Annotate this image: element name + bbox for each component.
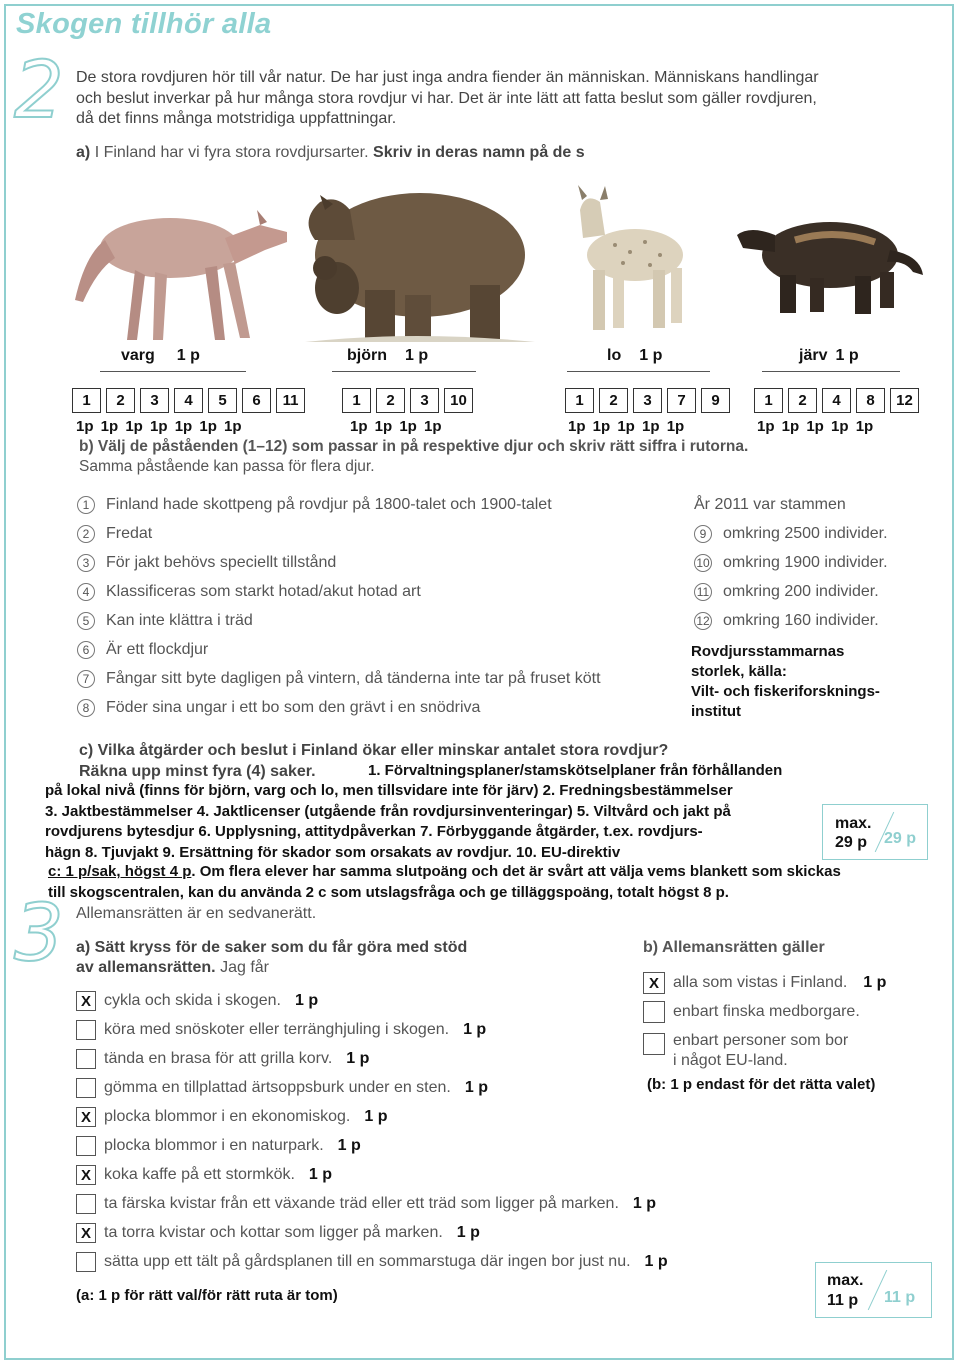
checkbox[interactable]: X xyxy=(76,1223,96,1243)
statement-text: Klassificeras som starkt hotad/akut hotad art xyxy=(106,583,421,600)
statement-text: Kan inte klättra i träd xyxy=(106,612,253,629)
answer-box[interactable]: 9 xyxy=(701,388,730,413)
bear-illustration xyxy=(305,193,535,342)
checkbox-item xyxy=(76,1020,486,1040)
max-points: 29 p xyxy=(835,834,868,851)
statement-number: 4 xyxy=(77,583,95,601)
checkbox[interactable] xyxy=(76,1078,96,1098)
q2b-note: Samma påstående kan passa för flera djur. xyxy=(79,458,375,475)
item-points: 1 p xyxy=(346,1050,370,1067)
score-row-bjorn: 1p 1p 1p 1p xyxy=(350,418,442,435)
statement-text: Fredat xyxy=(106,525,153,542)
checkbox-item xyxy=(643,1031,848,1071)
animal-points: 1 p xyxy=(639,347,663,364)
q3a-title-2 xyxy=(76,959,269,977)
animal-name-varg xyxy=(121,347,200,365)
q2a-label: a) xyxy=(76,144,91,161)
item-points: 1 p xyxy=(464,1079,488,1096)
q3b-scoring-note: (b: 1 p endast för det rätta valet) xyxy=(647,1076,876,1093)
statement xyxy=(77,525,152,543)
q2c-instruction: Räkna upp minst fyra (4) saker. xyxy=(79,763,316,780)
animal-points: 1 p xyxy=(405,347,429,364)
checkbox-label: cykla och skida i skogen. xyxy=(104,992,281,1009)
statement-text: Är ett flockdjur xyxy=(106,641,209,658)
checkbox-label: gömma en tillplattad ärtsoppsburk under en sten. xyxy=(104,1079,451,1096)
statement-number: 10 xyxy=(694,554,712,572)
answer-box[interactable]: 12 xyxy=(890,388,919,413)
checkbox-label: plocka blommor i en ekonomiskog. xyxy=(104,1108,351,1125)
answer-box[interactable]: 7 xyxy=(667,388,696,413)
underline xyxy=(332,371,476,372)
animal-points: 1 p xyxy=(176,347,200,364)
animal-name-lo xyxy=(607,347,662,365)
statement-text: omkring 160 individer. xyxy=(723,612,879,629)
answer-box[interactable]: 4 xyxy=(822,388,851,413)
max-total: 29 p xyxy=(884,830,917,847)
score-row-jarv: 1p 1p 1p 1p 1p xyxy=(757,418,874,435)
answer-box[interactable]: 2 xyxy=(599,388,628,413)
answer-box[interactable]: 1 xyxy=(565,388,594,413)
checkbox-item xyxy=(76,1252,668,1272)
statement-text: Fångar sitt byte dagligen på vintern, då tänderna inte tar på fruset kött xyxy=(106,670,601,687)
q3a-title: a) Sätt kryss för de saker som du får göra med stöd xyxy=(76,939,468,956)
q3a-tail: Jag får xyxy=(220,959,269,976)
animal-name: varg xyxy=(121,347,155,364)
max-label: max. xyxy=(835,815,872,832)
answer-box[interactable]: 11 xyxy=(276,388,305,413)
intro-line: och beslut inverkar på hur många stora rovdjur vi har. Det är inte lätt att fatta beslut som gäller rovdjuren, xyxy=(76,89,817,107)
answer-box[interactable]: 8 xyxy=(856,388,885,413)
population-item xyxy=(694,583,879,601)
checkbox-label: alla som vistas i Finland. xyxy=(673,974,848,991)
population-source xyxy=(691,642,880,722)
checkbox[interactable] xyxy=(76,1136,96,1156)
q2c-scoring-2: till skogscentralen, kan du använda 2 c som utslagsfråga och ge tilläggspoäng, totalt högst 8 p. xyxy=(48,884,729,901)
score-row-lo: 1p 1p 1p 1p 1p xyxy=(568,418,685,435)
source-line: Rovdjursstammarnas xyxy=(691,643,845,660)
statement-text: För jakt behövs speciellt tillstånd xyxy=(106,554,337,571)
statement-number: 7 xyxy=(77,670,95,688)
max-total: 11 p xyxy=(884,1289,916,1306)
q2a-text: I Finland har vi fyra stora rovdjursarter. xyxy=(94,144,369,161)
answer-line: på lokal nivå (finns för björn, varg och lo, men tillsvidare inte för järv) 2. Fredningsbestämmelser xyxy=(45,782,733,799)
checkbox-label: köra med snöskoter eller terränghjuling i skogen. xyxy=(104,1021,450,1038)
checkbox[interactable] xyxy=(643,1001,665,1023)
animal-points: 1 p xyxy=(835,347,859,364)
statement-number: 12 xyxy=(694,612,712,630)
q2b-instruction: b) Välj de påståenden (1–12) som passar in på respektive djur och skriv rätt siffra i rutorna. xyxy=(79,438,749,455)
score-row-varg: 1p 1p 1p 1p 1p 1p 1p xyxy=(76,418,242,435)
statement xyxy=(77,699,480,717)
statement-number: 6 xyxy=(77,641,95,659)
answer-boxes-jarv xyxy=(754,388,919,413)
item-points: 1 p xyxy=(337,1137,361,1154)
question-number-3: 3 xyxy=(14,889,64,979)
answer-boxes-lo xyxy=(565,388,730,413)
statement-number: 2 xyxy=(77,525,95,543)
checkbox-label: enbart personer som bor xyxy=(673,1032,849,1049)
q3a-scoring-note: (a: 1 p för rätt val/för rätt ruta är tom) xyxy=(76,1287,338,1304)
checkbox-item xyxy=(76,1049,369,1069)
q2c-answers xyxy=(45,781,733,863)
checkbox[interactable]: X xyxy=(76,1165,96,1185)
checkbox-label: plocka blommor i en naturpark. xyxy=(104,1137,324,1154)
population-item xyxy=(694,525,888,543)
answer-box[interactable]: 3 xyxy=(633,388,662,413)
wolverine-illustration xyxy=(737,222,923,314)
q2c-scoring xyxy=(48,863,841,880)
statement-text: Föder sina ungar i ett bo som den grävt i en snödriva xyxy=(106,699,481,716)
q2c-answer: 1. Förvaltningsplaner/stamskötselplaner från förhållanden xyxy=(368,762,783,779)
animal-name-bjorn xyxy=(347,347,428,365)
statement xyxy=(77,583,421,601)
source-line: institut xyxy=(691,703,741,720)
animal-illustrations xyxy=(75,180,925,345)
page-title: Skogen tillhör alla xyxy=(16,8,272,40)
statement xyxy=(77,641,208,659)
q3b-title: b) Allemansrätten gäller xyxy=(643,939,825,956)
q3a-title-bold: av allemansrätten. xyxy=(76,959,216,976)
question-number-2: 2 xyxy=(14,46,64,136)
item-points: 1 p xyxy=(294,992,319,1009)
statement xyxy=(77,554,336,572)
item-points: 1 p xyxy=(308,1166,333,1183)
animal-name: järv xyxy=(799,347,828,364)
source-line: Vilt- och fiskeriforsknings- xyxy=(691,683,880,700)
population-heading: År 2011 var stammen xyxy=(694,496,846,513)
population-item xyxy=(694,612,879,630)
checkbox[interactable]: X xyxy=(76,991,96,1011)
answer-box[interactable]: 2 xyxy=(106,388,135,413)
item-points: 1 p xyxy=(863,974,887,991)
q2c-question: c) Vilka åtgärder och beslut i Finland ökar eller minskar antalet stora rovdjur? xyxy=(79,742,669,759)
checkbox[interactable] xyxy=(76,1194,96,1214)
checkbox[interactable] xyxy=(76,1020,96,1040)
checkbox-label: ta torra kvistar och kottar som ligger på marken. xyxy=(104,1224,443,1241)
checkbox-item xyxy=(643,1001,860,1023)
max-label: max. xyxy=(827,1272,864,1289)
animal-name: björn xyxy=(347,347,387,364)
checkbox-item xyxy=(76,1194,656,1214)
answer-box[interactable]: 5 xyxy=(208,388,237,413)
statement-text: omkring 1900 individer. xyxy=(723,554,888,571)
statement-number: 1 xyxy=(77,496,95,514)
underline xyxy=(100,371,246,372)
checkbox-item xyxy=(76,1165,332,1185)
answer-box[interactable]: 3 xyxy=(140,388,169,413)
checkbox-label: tända en brasa för att grilla korv. xyxy=(104,1050,333,1067)
checkbox-label: i något EU-land. xyxy=(673,1052,788,1069)
statement-number: 11 xyxy=(694,583,712,601)
underline xyxy=(567,371,710,372)
checkbox[interactable]: X xyxy=(76,1107,96,1127)
answer-line: rovdjurens bytesdjur 6. Upplysning, attitydpåverkan 7. Förbyggande åtgärder, t.ex. rovdjurs- xyxy=(45,823,703,840)
scoring-rest: . Om flera elever har samma slutpoäng och det är svårt att välja vems blankett som skickas xyxy=(191,863,841,880)
checkbox-item xyxy=(76,1078,488,1098)
intro-line: De stora rovdjuren hör till vår natur. De har just inga andra fiender än människan. Människans handlingar xyxy=(76,69,819,86)
statement xyxy=(77,670,601,688)
animal-name: lo xyxy=(607,347,622,364)
checkbox-label: ta färska kvistar från ett växande träd eller ett träd som ligger på marken. xyxy=(104,1195,619,1212)
checkbox-item xyxy=(76,1223,480,1243)
answer-box[interactable]: 4 xyxy=(174,388,203,413)
answer-box[interactable]: 3 xyxy=(410,388,439,413)
statement-number: 3 xyxy=(77,554,95,572)
population-item xyxy=(694,554,888,572)
answer-box[interactable]: 1 xyxy=(72,388,101,413)
answer-box[interactable]: 10 xyxy=(444,388,473,413)
checkbox-item xyxy=(76,1136,361,1156)
item-points: 1 p xyxy=(632,1195,657,1212)
checkbox-item xyxy=(76,1107,387,1127)
answer-line: hägn 8. Tjuvjakt 9. Ersättning för skador som orsakats av rovdjur. 10. EU-direktiv xyxy=(45,843,621,861)
statement-number: 9 xyxy=(694,525,712,543)
statement-number: 8 xyxy=(77,699,95,717)
item-points: 1 p xyxy=(364,1108,388,1125)
checkbox-item xyxy=(76,991,318,1011)
statement-text: omkring 2500 individer. xyxy=(723,525,888,542)
answer-box[interactable]: 2 xyxy=(788,388,817,413)
answer-box[interactable]: 6 xyxy=(242,388,271,413)
underline xyxy=(762,371,900,372)
item-points: 1 p xyxy=(463,1021,487,1038)
source-line: storlek, källa: xyxy=(691,663,787,680)
checkbox[interactable] xyxy=(643,1033,665,1055)
checkbox-label: enbart finska medborgare. xyxy=(673,1003,860,1020)
checkbox-item xyxy=(643,972,886,994)
checkbox[interactable] xyxy=(76,1049,96,1069)
wolf-illustration xyxy=(75,210,287,340)
item-points: 1 p xyxy=(644,1253,668,1270)
animal-name-jarv xyxy=(799,347,859,365)
q2a-prompt xyxy=(76,144,585,162)
q2-intro xyxy=(76,68,916,130)
scoring-rule: c: 1 p/sak, högst 4 p xyxy=(48,863,192,880)
checkbox-label: koka kaffe på ett stormkök. xyxy=(104,1166,295,1183)
checkbox-label-multiline xyxy=(673,1031,848,1071)
answer-boxes-bjorn xyxy=(342,388,473,413)
checkbox[interactable]: X xyxy=(643,972,665,994)
statement xyxy=(77,612,253,630)
answer-boxes-varg xyxy=(72,388,305,413)
statement xyxy=(77,496,552,514)
statement-number: 5 xyxy=(77,612,95,630)
answer-box[interactable]: 2 xyxy=(376,388,405,413)
statement-text: Finland hade skottpeng på rovdjur på 1800-talet och 1900-talet xyxy=(106,496,552,513)
item-points: 1 p xyxy=(456,1224,480,1241)
q2a-instruction: Skriv in deras namn på de s xyxy=(373,144,585,161)
checkbox-label: sätta upp ett tält på gårdsplanen till en sommarstuga där ingen bor just nu. xyxy=(104,1253,631,1270)
answer-box[interactable]: 1 xyxy=(754,388,783,413)
answer-line: 3. Jaktbestämmelser 4. Jaktlicenser (utgående från rovdjursinventeringar) 5. Viltvård och jakt på xyxy=(45,802,731,820)
q3-intro: Allemansrätten är en sedvanerätt. xyxy=(76,905,317,922)
checkbox[interactable] xyxy=(76,1252,96,1272)
statement-text: omkring 200 individer. xyxy=(723,583,879,600)
answer-box[interactable]: 1 xyxy=(342,388,371,413)
max-points: 11 p xyxy=(827,1292,859,1309)
intro-line: då det finns många motstridiga uppfattningar. xyxy=(76,110,397,127)
lynx-illustration xyxy=(578,185,683,330)
